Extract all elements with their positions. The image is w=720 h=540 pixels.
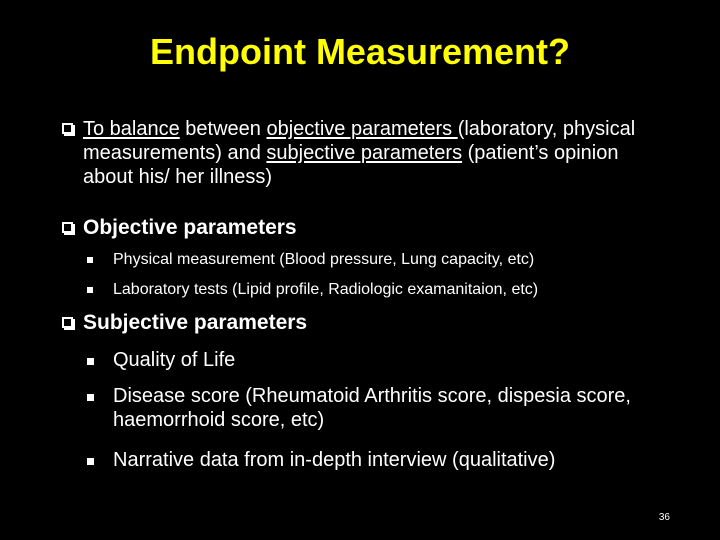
text-laboratory: (laboratory, physical measurements) and bbox=[83, 118, 636, 164]
bullet-subjective bbox=[62, 311, 662, 335]
objective-item bbox=[87, 280, 687, 300]
text-patient-opinion: (patient’s opinion about his/ her illness) bbox=[83, 142, 619, 188]
hollow-square-bullet-icon bbox=[62, 123, 73, 134]
bullet-objective bbox=[62, 216, 662, 240]
subjective-heading: Subjective parameters bbox=[83, 311, 308, 334]
filled-square-bullet-icon bbox=[87, 257, 93, 263]
underlined-objective-parameters: objective parameters bbox=[266, 118, 458, 140]
filled-square-bullet-icon bbox=[87, 394, 94, 401]
objective-heading: Objective parameters bbox=[83, 216, 297, 239]
subjective-item bbox=[87, 348, 687, 372]
subjective-item bbox=[87, 448, 687, 472]
filled-square-bullet-icon bbox=[87, 458, 94, 465]
objective-item bbox=[87, 250, 687, 270]
subjective-item bbox=[87, 384, 667, 432]
filled-square-bullet-icon bbox=[87, 358, 94, 365]
filled-square-bullet-icon bbox=[87, 287, 93, 293]
objective-item-text: Physical measurement (Blood pressure, Lung capacity, etc) bbox=[113, 251, 535, 268]
bullet-balance bbox=[62, 117, 662, 189]
hollow-square-bullet-icon bbox=[62, 222, 73, 233]
objective-item-text: Laboratory tests (Lipid profile, Radiologic examanitaion, etc) bbox=[113, 281, 539, 298]
text-between: between bbox=[179, 118, 267, 140]
bullet-balance-text bbox=[83, 117, 662, 189]
subjective-item-text: Quality of Life bbox=[113, 349, 236, 371]
slide-title: Endpoint Measurement? bbox=[149, 31, 571, 72]
subjective-item-text: Disease score (Rheumatoid Arthritis score, dispesia score, haemorrhoid score, etc) bbox=[113, 385, 631, 431]
hollow-square-bullet-icon bbox=[62, 317, 73, 328]
page-number: 36 bbox=[658, 512, 670, 523]
underlined-subjective-parameters: subjective parameters bbox=[266, 142, 463, 164]
subjective-item-text: Narrative data from in-depth interview (qualitative) bbox=[113, 449, 556, 471]
underlined-to-balance: To balance bbox=[83, 118, 180, 140]
